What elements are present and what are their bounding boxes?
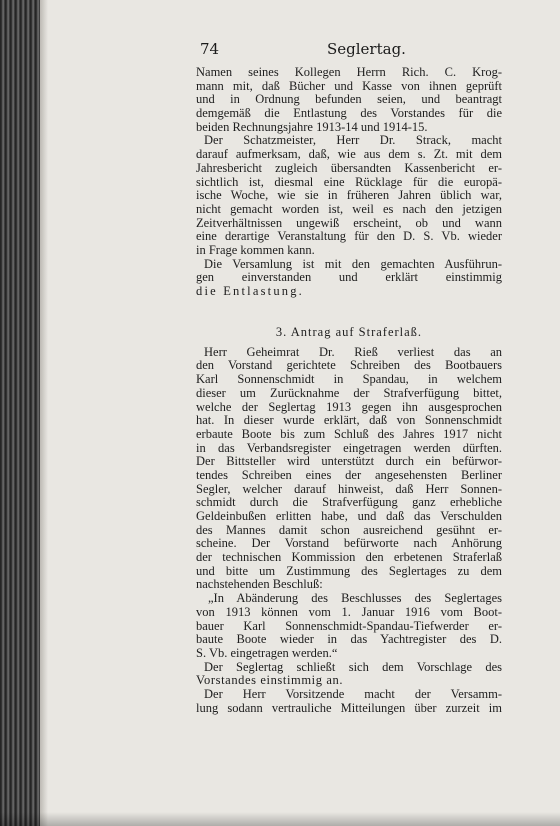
text-line: Vorstandes einstimmig an. [196,674,344,688]
text-line: Geldeinbußen erlitten habe, und daß das Verschulden [196,510,502,523]
text-line: sichtlich ist, diesmal eine Rücklage für die europä- [196,175,502,189]
text-line: Der Schatzmeister, Herr Dr. Strack, macht [204,134,502,148]
quote-line: S. Vb. eingetragen werden.“ [196,646,338,660]
text-line: Herr Geheimrat Dr. Rieß verliest das an [204,345,502,359]
text-line: dieser um Zurücknahme der Strafverfügung bittet, [196,386,502,400]
page-edge-shadow [40,0,48,826]
book-binding [0,0,40,826]
text-line: erbaute Boote bis zum Schluß des Jahres 1917 nicht [196,427,502,441]
text-line: lung sodann vertrauliche Mitteilungen über zurzeit im [196,701,502,715]
text-line: Zeitverhältnissen ungewiß erscheint, ob und wann [196,216,502,230]
body-text [196,66,502,715]
text-line: die Entlastung. [196,285,304,298]
quote-line: von 1913 können vom 1. Januar 1916 vom Boot- [196,605,502,619]
text-line: demgemäß die Entlastung des Vorstandes für die [196,107,502,121]
text-line: in das Verbandsregister eingetragen werden dürften. [196,441,502,455]
page-number: 74 [200,40,220,58]
text-line: nicht gemacht worden ist, weil es nach den jetzigen [196,202,502,216]
text-line: scheine. Der Vorstand befürworte nach Anhörung [196,537,502,551]
text-line: Der Herr Vorsitzende macht der Versamm- [204,687,502,701]
text-line: Der Bittsteller wird unterstützt durch ein befürwor- [196,455,502,469]
section-heading: 3. Antrag auf Straferlaß. [275,326,423,340]
page-bottom-shadow [0,812,560,826]
text-line: beiden Rechnungsjahre 1913-14 und 1914-15. [196,120,428,134]
text-line: der technischen Kommission den erbetenen Straferlaß [196,551,502,565]
text-line: in Frage kommen kann. [196,243,315,257]
text-line: Die Versamlung ist mit den gemachten Ausführun- [204,257,502,271]
text-line: Der Seglertag schließt sich dem Vorschlage des [204,660,502,674]
running-head: Seglertag. [327,40,406,58]
text-line: Karl Sonnenschmidt in Spandau, in welchem [196,373,502,387]
quote-line: baute Boote wieder in das Yachtregister des D. [196,633,502,647]
text-line: Namen seines Kollegen Herrn Rich. C. Krog- [196,66,502,79]
text-line: Jahresbericht zugleich übersandten Kassenbericht er- [196,161,502,175]
text-line: ische Woche, wie sie in früheren Jahren üblich war, [196,189,502,203]
text-line: und in Ordnung befunden seien, und beantragt [196,93,502,107]
text-line: hat. In dieser wurde erklärt, daß von Sonnenschmidt [196,414,502,428]
text-line: welche der Seglertag 1913 gegen ihn ausgesprochen [196,400,502,414]
quote-line: bauer Karl Sonnenschmidt-Spandau-Tiefwerder er- [196,619,502,633]
text-line: gen einverstanden und erklärt einstimmig [196,271,502,285]
text-line: und bitte um Zustimmung des Seglertages zu dem [196,564,502,578]
text-line: mann mit, daß Bücher und Kasse von ihnen geprüft [196,79,502,93]
page-header [200,40,500,60]
paragraph-gap [196,299,502,313]
text-line: des Mannes damit schon ausreichend gesühnt er- [196,523,502,537]
text-line: eine derartige Veranstaltung für den D. S. Vb. wieder [196,230,502,244]
text-line: Segler, welcher darauf hinweist, daß Herr Sonnen- [196,482,502,496]
text-line: den Vorstand gerichtete Schreiben des Bootbauers [196,359,502,373]
text-line: tendes Schreiben eines der angesehensten Berliner [196,468,502,482]
text-line: nachstehenden Beschluß: [196,578,323,592]
paragraph-gap [196,312,502,326]
text-line: darauf aufmerksam, daß, wie aus dem s. Zt. mit dem [196,148,502,162]
quote-line: „In Abänderung des Beschlusses des Seglertages [208,592,502,606]
text-line: schmidt durch die Strafverfügung ganz erhebliche [196,496,502,510]
